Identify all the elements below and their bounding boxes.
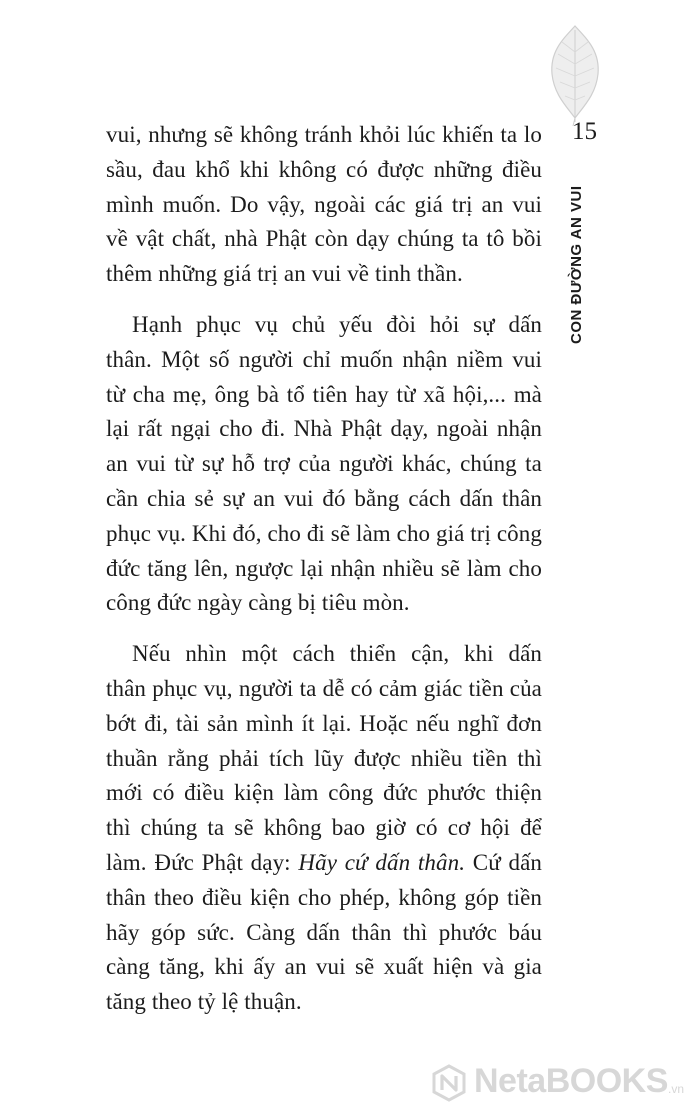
watermark-suffix: .vn <box>668 1082 685 1096</box>
body-text <box>106 118 542 1036</box>
text-line: thân phục vụ, người ta dễ có cảm giác tiền của <box>106 675 542 701</box>
text-line: an vui từ sự hỗ trợ của người khác, chúng ta <box>106 451 542 477</box>
text-line: sầu, đau khổ khi không có được những điều <box>106 156 542 182</box>
page-number: 15 <box>572 118 597 145</box>
paragraph-1 <box>106 118 542 292</box>
text-line: Nếu nhìn một cách thiển cận, khi dấn <box>132 641 542 667</box>
text-line: về vật chất, nhà Phật còn dạy chúng ta tô bồi <box>106 226 542 252</box>
running-head: CON ĐƯỜNG AN VUI <box>568 185 585 345</box>
text-line: lại rất ngại cho đi. Nhà Phật dạy, ngoài nhận <box>106 416 542 442</box>
text-line-with-quote <box>106 846 542 881</box>
quote-outro: Cứ dấn <box>465 849 543 875</box>
text-line: mình muốn. Do vậy, ngoài các giá trị an vui <box>106 191 542 217</box>
text-line: cần chia sẻ sự an vui đó bằng cách dấn thân <box>106 485 542 511</box>
text-line: phục vụ. Khi đó, cho đi sẽ làm cho giá trị công <box>106 520 542 546</box>
quote-intro: làm. Đức Phật dạy: <box>106 849 299 875</box>
text-line: thì chúng ta sẽ không bao giờ có cơ hội để <box>106 815 542 841</box>
netabooks-watermark <box>430 1060 690 1100</box>
text-line: mới có điều kiện làm công đức phước thiện <box>106 780 542 806</box>
text-line: công đức ngày càng bị tiêu mòn. <box>106 590 410 616</box>
text-line: thuần rằng phải tích lũy được nhiều tiền thì <box>106 745 542 771</box>
text-line: thân. Một số người chỉ muốn nhận niềm vui <box>106 346 542 372</box>
buddha-quote: Hãy cứ dấn thân. <box>298 849 466 875</box>
text-line: từ cha mẹ, ông bà tổ tiên hay từ xã hội,... mà <box>106 381 542 407</box>
paragraph-2 <box>106 308 542 621</box>
bodhi-leaf-icon <box>540 22 610 127</box>
watermark-brand: NetaBOOKS <box>474 1062 668 1100</box>
text-line: đức tăng lên, ngược lại nhận nhiều sẽ làm cho <box>106 555 542 581</box>
text-line: bớt đi, tài sản mình ít lại. Hoặc nếu nghĩ đơn <box>106 710 542 736</box>
text-line: Hạnh phục vụ chủ yếu đòi hỏi sự dấn <box>132 311 542 337</box>
text-line: càng tăng, khi ấy an vui sẽ xuất hiện và gia <box>106 954 542 980</box>
text-line: thân theo điều kiện cho phép, không góp tiền <box>106 884 542 910</box>
text-line: hãy góp sức. Càng dấn thân thì phước báu <box>106 919 542 945</box>
paragraph-3 <box>106 637 542 1020</box>
text-line: thêm những giá trị an vui về tinh thần. <box>106 261 463 287</box>
netabooks-logo-icon <box>430 1064 468 1102</box>
text-line: vui, nhưng sẽ không tránh khỏi lúc khiến ta lo <box>106 122 542 147</box>
text-line: tăng theo tỷ lệ thuận. <box>106 989 302 1015</box>
